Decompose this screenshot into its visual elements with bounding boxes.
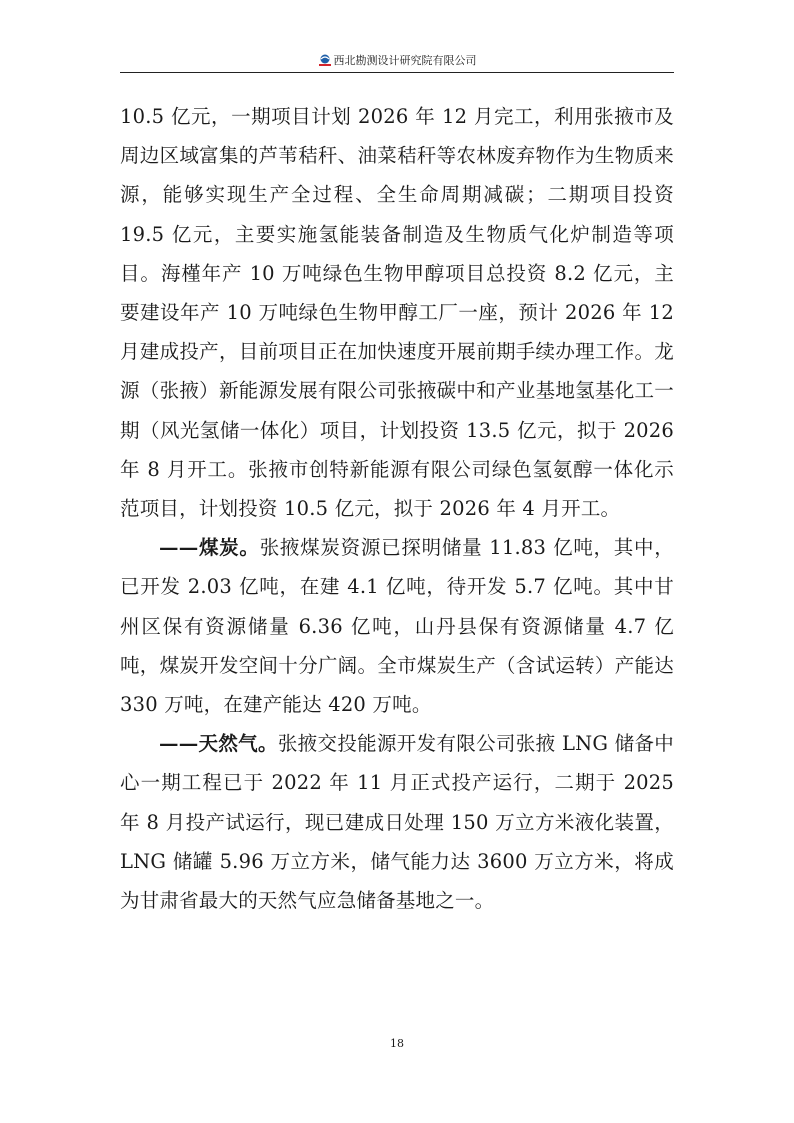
section-lead-coal: ——煤炭。 (159, 536, 260, 560)
paragraph-natural-gas (120, 724, 674, 920)
paragraph-biomass-projects (120, 97, 674, 528)
document-body (120, 97, 674, 920)
paragraph-text: 张掖交投能源开发有限公司张掖 LNG 储备中心一期工程已于 2022 年 11 月正式投产运行，二期于 2025 年 8 月投产试运行，现已建成日处理 150 万立方米液化装置，LNG 储罐 5.96 万立方米，储气能力达 3600 万立方米，将成为甘肃省最大的天然气应急储备基地之一。 (120, 732, 675, 913)
paragraph-coal (120, 528, 674, 724)
paragraph-text: 10.5 亿元，一期项目计划 2026 年 12 月完工，利用张掖市及周边区域富集的芦苇秸秆、油菜秸秆等农林废弃物作为生物质来源，能够实现生产全过程、全生命周期减碳；二期项目投资 19.5 亿元，主要实施氢能装备制造及生物质气化炉制造等项目。海槿年产 10 万吨绿色生物甲醇项目总投资 8.2 亿元，主要建设年产 10 万吨绿色生物甲醇工厂一座，预计 2026 年 12 月建成投产，目前项目正在加快速度开展前期手续办理工作。龙源（张掖）新能源发展有限公司张掖碳中和产业基地氢基化工一期（风光氢储一体化）项目，计划投资 13.5 亿元，拟于 2026 年 8 月开工。张掖市创特新能源有限公司绿色氢氨醇一体化示范项目，计划投资 10.5 亿元，拟于 2026 年 4 月开工。 (120, 105, 674, 521)
page-number: 18 (390, 1037, 404, 1050)
section-lead-natural-gas: ——天然气。 (159, 732, 278, 756)
header-divider (120, 72, 674, 73)
page-header (120, 50, 674, 72)
paragraph-text: 张掖煤炭资源已探明储量 11.83 亿吨，其中，已开发 2.03 亿吨，在建 4.1 亿吨，待开发 5.7 亿吨。其中甘州区保有资源储量 6.36 亿吨，山丹县保有资源储量 4.7 亿吨，煤炭开发空间十分广阔。全市煤炭生产（含试运转）产能达 330 万吨，在建产能达 420 万吨。 (120, 536, 674, 717)
organization-name: 西北勘测设计研究院有限公司 (333, 54, 477, 67)
company-logo-icon (318, 53, 332, 67)
